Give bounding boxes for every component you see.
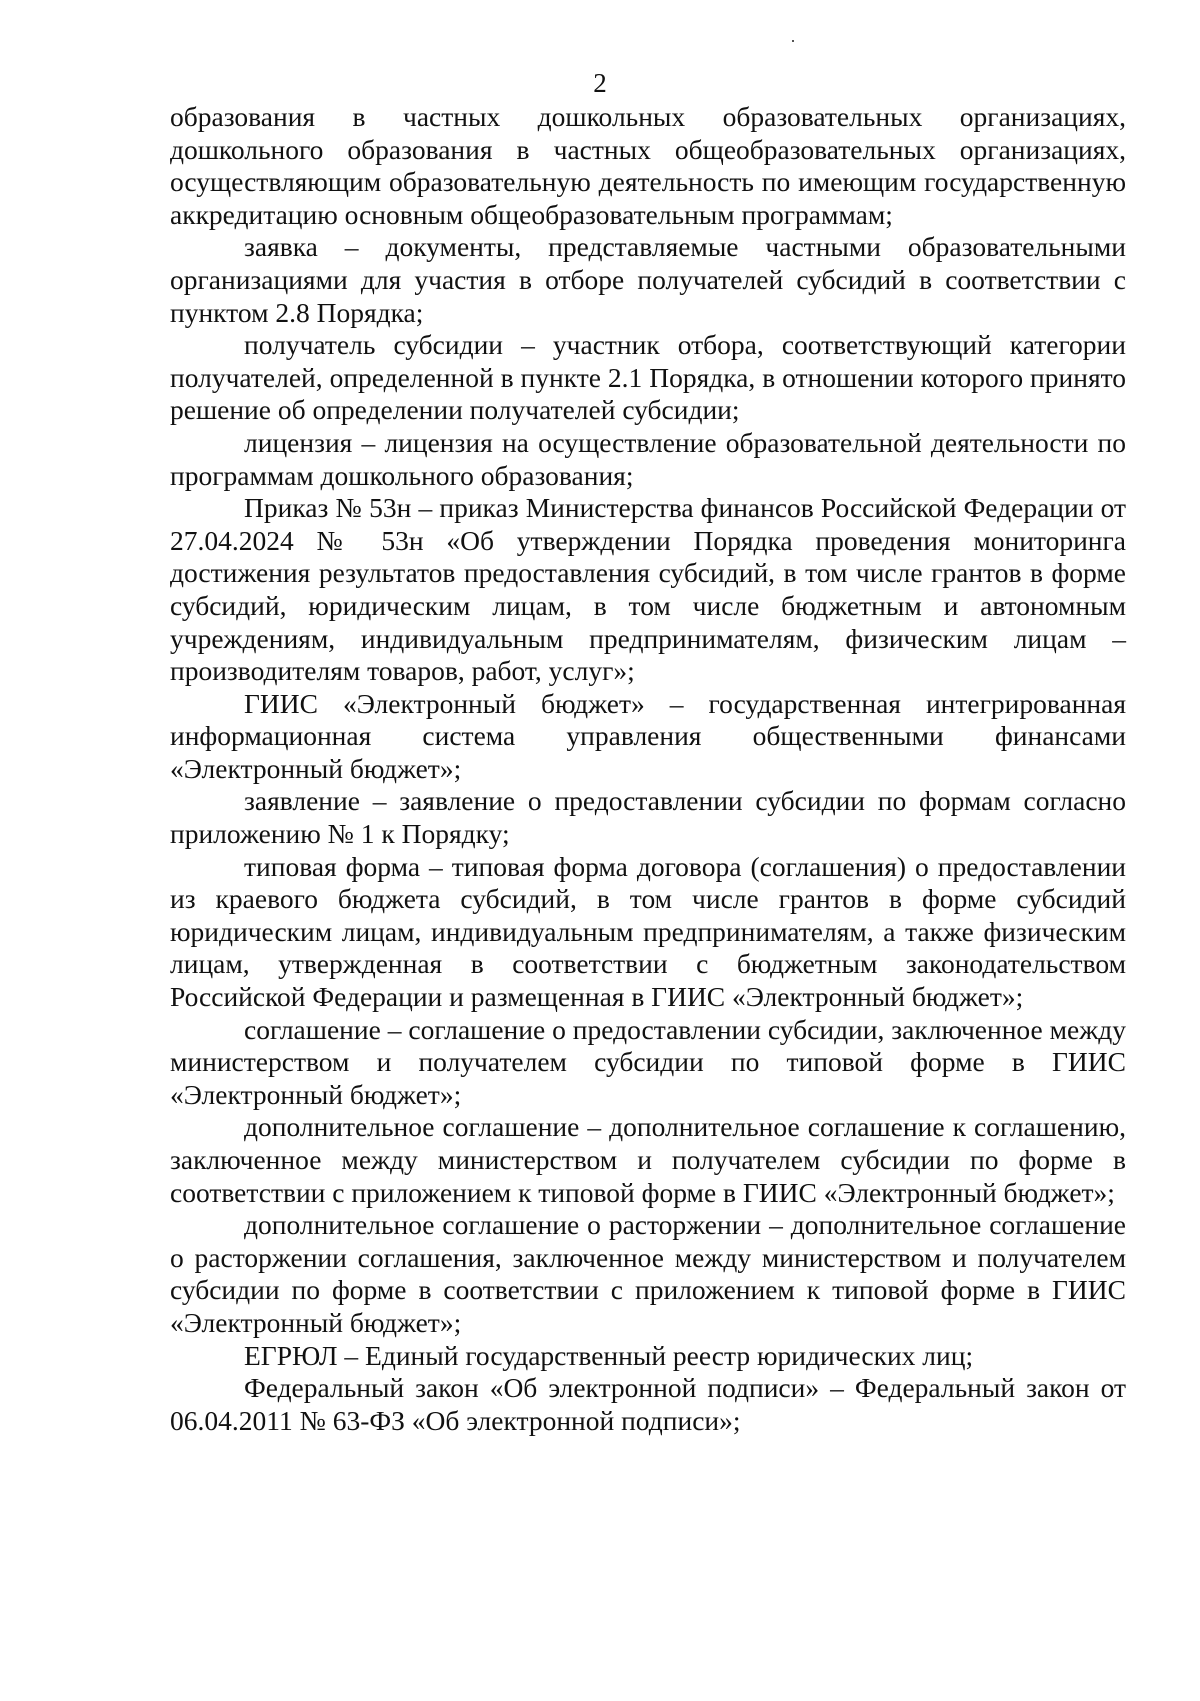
definition-soglashenie: соглашение – соглашение о предоставлении субсидии, заключенное между министерством и получателем субсидии по типовой форме в ГИИС «Электронный бюджет»;	[170, 1013, 1126, 1110]
definition-tipovaya-forma: типовая форма – типовая форма договора (соглашения) о предоставлении из краевого бюджета субсидий, в том числе грантов в форме субсидий юридическим лицам, индивидуальным предпринимателям, а также физическим лицам, утвержденная в соответствии с бюджетным законодательством Российской Федерации и размещенная в ГИИС «Электронный бюджет»;	[170, 850, 1126, 1013]
document-body	[170, 101, 1126, 1437]
definition-egryul: ЕГРЮЛ – Единый государственный реестр юридических лиц;	[244, 1339, 974, 1371]
page-number: 2	[593, 68, 607, 98]
definition-litsenziya: лицензия – лицензия на осуществление образовательной деятельности по программам дошкольного образования;	[170, 426, 1126, 491]
definition-poluchatel-subsidii: получатель субсидии – участник отбора, соответствующий категории получателей, определенной в пункте 2.1 Порядка, в отношении которого принято решение об определении получателей субсидии;	[170, 329, 1126, 426]
paragraph-continuation: образования в частных дошкольных образовательных организациях, дошкольного образования в частных общеобразовательных организациях, осуществляющим образовательную деятельность по имеющим государственную аккредитацию основным общеобразовательным программам;	[170, 101, 1126, 230]
definition-federalny-zakon: Федеральный закон «Об электронной подписи» – Федеральный закон от 06.04.2011 № 63-ФЗ «Об электронной подписи»;	[170, 1372, 1126, 1436]
definition-zayavka: заявка – документы, представляемые частными образовательными организациями для участия в отборе получателей субсидий в соответствии с пунктом 2.8 Порядка;	[170, 231, 1126, 328]
scan-speck	[792, 40, 794, 42]
definition-dopolnitelnoe-soglashenie: дополнительное соглашение – дополнительное соглашение к соглашению, заключенное между министерством и получателем субсидии по форме в соответствии с приложением к типовой форме в ГИИС «Электронный бюджет»;	[170, 1111, 1126, 1208]
definition-zayavlenie: заявление – заявление о предоставлении субсидии по формам согласно приложению № 1 к Порядку;	[170, 785, 1126, 850]
definition-prikaz-53n: Приказ № 53н – приказ Министерства финансов Российской Федерации от 27.04.2024 № 53н «Об утверждении Порядка проведения мониторинга достижения результатов предоставления субсидий, в том числе грантов в форме субсидий, юридическим лицам, в том числе бюджетным и автономным учреждениям, индивидуальным предпринимателям, физическим лицам – производителям товаров, работ, услуг»;	[170, 492, 1126, 687]
definition-soglashenie-o-rastorzhenii: дополнительное соглашение о расторжении – дополнительное соглашение о расторжении соглашения, заключенное между министерством и получателем субсидии по форме в соответствии с приложением к типовой форме в ГИИС «Электронный бюджет»;	[170, 1209, 1126, 1338]
definition-giis: ГИИС «Электронный бюджет» – государственная интегрированная информационная система управления общественными финансами «Электронный бюджет»;	[170, 687, 1126, 784]
